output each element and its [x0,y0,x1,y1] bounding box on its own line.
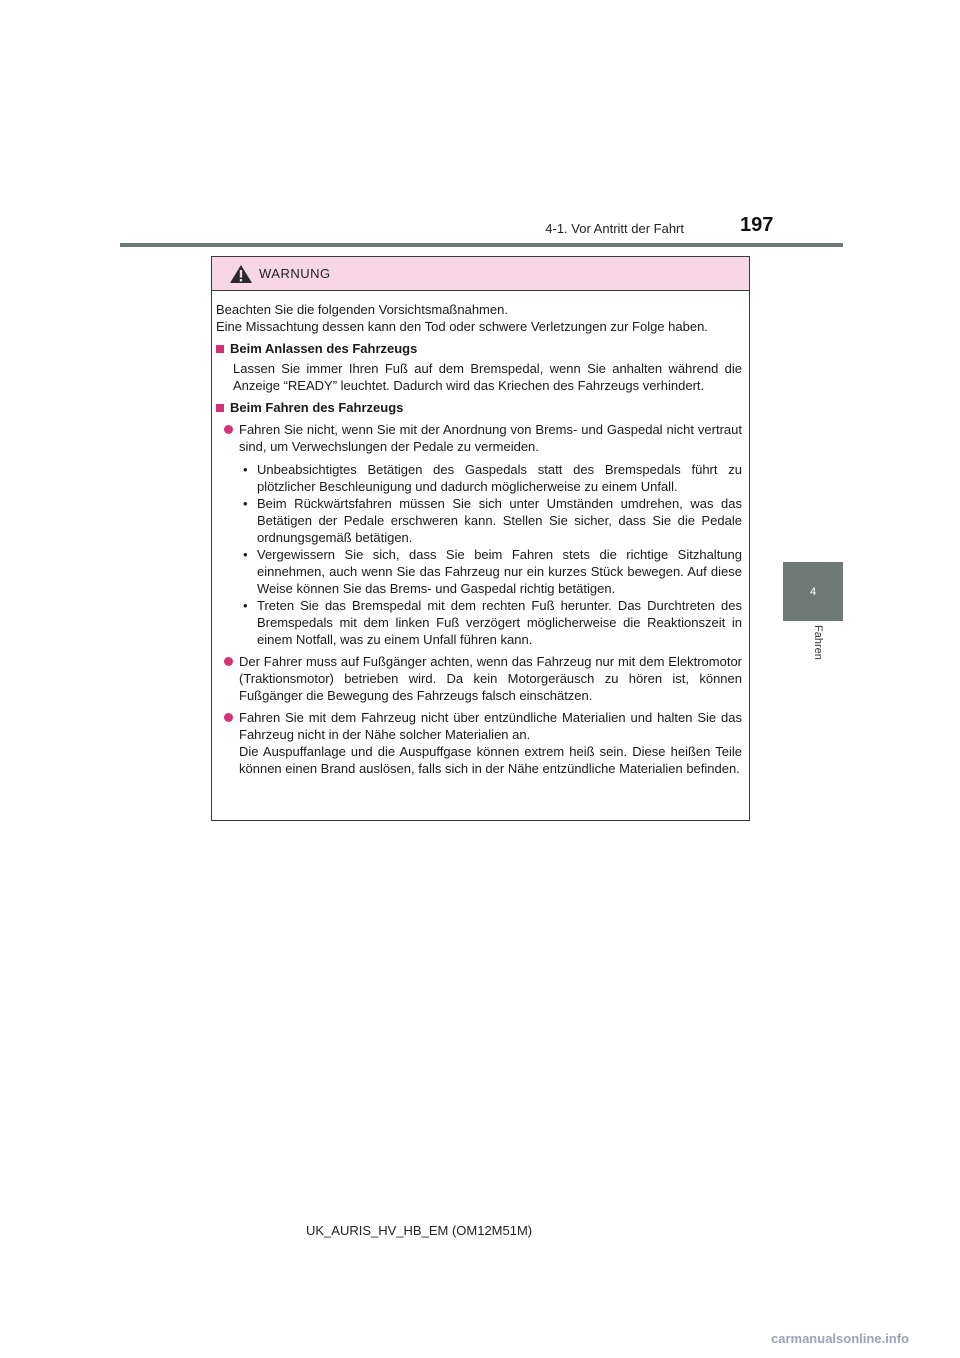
header-rule [120,243,843,247]
section-heading [216,399,742,416]
bullet-paragraph: Fahren Sie nicht, wenn Sie mit der Anordnung von Brems- und Gaspedal nicht vertraut sind, um Verwechslungen der Pedale zu vermeiden. [239,422,742,454]
sub-item-text: Unbeabsichtigtes Betätigen des Gaspedals statt des Bremspedals führt zu plötzlicher Beschleunigung und dadurch möglicherweise zu einem Unfall. [257,462,742,494]
square-bullet-icon [216,345,224,353]
bullet-paragraph: Die Auspuffanlage und die Auspuffgase können extrem heiß sein. Diese heißen Teile können einen Brand auslösen, falls sich in der Nähe entzündliche Materialien befinden. [239,744,742,776]
sub-list-item [243,597,742,648]
section-starting [216,340,742,394]
chapter-tab-label: Fahren [812,625,824,660]
dot-bullet-icon: • [243,462,248,477]
dot-bullet-icon: • [243,547,248,562]
warning-body [212,291,749,777]
warning-box [211,256,750,821]
dot-bullet-icon: • [243,496,248,511]
watermark-link[interactable]: carmanualsonline.info [771,1331,909,1346]
circle-bullet-icon [224,425,233,434]
sub-item-text: Vergewissern Sie sich, dass Sie beim Fahren stets die richtige Sitzhaltung einnehmen, auch wenn Sie das Fahrzeug nur ein kurzes Stück bewegen. Auf diese Weise können Sie das Brems- und Gaspedal richtig betätigen. [257,547,742,596]
bullet-paragraph: Der Fahrer muss auf Fußgänger achten, wenn das Fahrzeug nur mit dem Elektromotor (Traktionsmotor) betrieben wird. Da kein Motorgeräusch zu hören ist, können Fußgänger die Bewegung des Fahrzeugs falsch einschätzen. [239,654,742,703]
intro-line: Eine Missachtung dessen kann den Tod oder schwere Verletzungen zur Folge haben. [216,319,708,334]
sub-list-item [243,461,742,495]
chapter-tab[interactable] [783,562,843,621]
section-driving [216,399,742,777]
list-item [216,709,742,777]
bullet-paragraph: Fahren Sie mit dem Fahrzeug nicht über entzündliche Materialien und halten Sie das Fahrzeug nicht in der Nähe solcher Materialien an. [239,710,742,742]
sub-list [216,461,742,648]
warning-intro [216,301,742,335]
section-heading-text: Beim Fahren des Fahrzeugs [230,400,404,415]
list-item [216,421,742,455]
square-bullet-icon [216,404,224,412]
sub-list-item [243,495,742,546]
chapter-tab-number: 4 [809,585,817,598]
document-code: UK_AURIS_HV_HB_EM (OM12M51M) [306,1223,533,1238]
intro-line: Beachten Sie die folgenden Vorsichtsmaßnahmen. [216,302,508,317]
section-title: 4-1. Vor Antritt der Fahrt [545,221,684,236]
warning-header [212,257,749,291]
section-heading [216,340,742,357]
section-heading-text: Beim Anlassen des Fahrzeugs [230,341,418,356]
circle-bullet-icon [224,713,233,722]
warning-triangle-icon [229,264,253,284]
page-number: 197 [740,214,774,236]
circle-bullet-icon [224,657,233,666]
sub-item-text: Treten Sie das Bremspedal mit dem rechten Fuß herunter. Das Durchtreten des Bremspedals mit dem linken Fuß verzögert möglicherweise die Reaktionszeit in einem Notfall, was zu einem Unfall führen kann. [257,598,742,647]
warning-title: WARNUNG [259,266,331,281]
sub-item-text: Beim Rückwärtsfahren müssen Sie sich unter Umständen umdrehen, was das Betätigen der Pedale erschweren kann. Stellen Sie sicher, dass Sie die Pedale ordnungsgemäß betätigen. [257,496,742,545]
list-item [216,653,742,704]
dot-bullet-icon: • [243,598,248,613]
sub-list-item [243,546,742,597]
section-text: Lassen Sie immer Ihren Fuß auf dem Bremspedal, wenn Sie anhalten während die Anzeige “READY” leuchtet. Dadurch wird das Kriechen des Fahrzeugs verhindert. [233,361,742,393]
